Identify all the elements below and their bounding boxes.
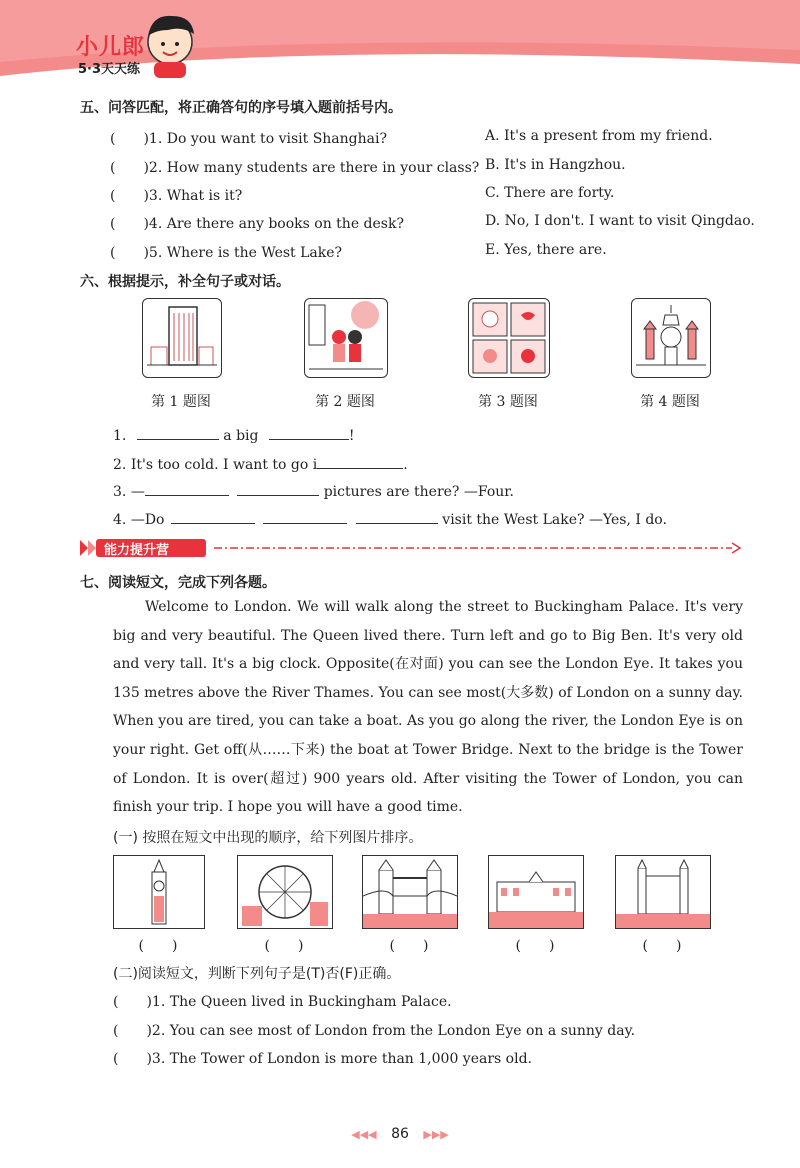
item-text: . — [403, 457, 408, 473]
page-footer — [0, 1126, 800, 1142]
reading-passage — [113, 593, 743, 822]
section6-title: 六、根据提示，补全句子或对话。 — [80, 274, 290, 290]
tf-item-3: ( )3. The Tower of London is more than 1,000 years old. — [113, 1051, 532, 1067]
fill-item-1 — [113, 425, 355, 444]
fill-item-4 — [113, 509, 667, 528]
passage-text: Welcome to London. We will walk along the street to Buckingham Palace. It's very big and very beautiful. The Queen lived there. Turn left and go to Big Ben. It's very old and very tall. It's a big clock. Opposite(在对面) you can see the London Eye. It takes you 135 metres above the River Thames. You can see most(大多数) of London on a sunny day. When you are tired, you can take a boat. As you go along the river, the London Eye is on your right. Get off(从……下来) the boat at Tower Bridge. Next to the bridge is the Tower of London. It is over(超过) 900 years old. After visiting the Tower of London, you can finish your trip. I hope you will have a good time. — [113, 599, 743, 816]
q5-4: ( )4. Are there any books on the desk? — [110, 216, 404, 232]
answer-blank[interactable] — [237, 481, 319, 496]
banner-label: 能力提升营 — [104, 543, 170, 558]
caption-4: 第 4 题图 — [640, 394, 700, 410]
section5-title: 五、问答匹配，将正确答句的序号填入题前括号内。 — [80, 100, 402, 116]
building-picture — [142, 298, 222, 378]
pictures-grid — [468, 298, 550, 378]
q5-3: ( )3. What is it? — [110, 188, 243, 204]
tf-item-2: ( )2. You can see most of London from the London Eye on a sunny day. — [113, 1023, 636, 1039]
tf-item-1: ( )1. The Queen lived in Buckingham Palace. — [113, 994, 452, 1010]
part2-title: (二)阅读短文，判断下列句子是(T)否(F)正确。 — [113, 966, 401, 982]
mascot-icon — [148, 16, 194, 78]
item-text: It's too cold. I want to go i — [130, 457, 318, 473]
tower-bridge-picture — [362, 855, 458, 929]
ability-banner — [78, 538, 208, 558]
big-ben-picture — [113, 855, 205, 929]
item-text: — — [130, 484, 145, 500]
caption-1: 第 1 题图 — [151, 394, 211, 410]
order-blank[interactable]: ( ) — [264, 938, 304, 954]
page-number: 86 — [391, 1126, 409, 1142]
item-text: pictures are there? —Four. — [323, 484, 514, 500]
order-blank[interactable]: ( ) — [515, 938, 555, 954]
item-number: 1. — [113, 428, 127, 444]
tower-of-london-picture — [615, 855, 711, 929]
item-number: 2. — [113, 457, 127, 473]
item-text: visit the West Lake? —Yes, I do. — [442, 512, 667, 528]
left-arrows-icon: ◀◀◀ — [351, 1128, 377, 1141]
q5-5: ( )5. Where is the West Lake? — [110, 245, 343, 261]
kids-playing-picture — [304, 298, 388, 378]
pagoda-picture — [631, 298, 711, 378]
item-number: 3. — [113, 484, 127, 500]
answer-blank[interactable] — [171, 509, 255, 524]
a5-E: E. Yes, there are. — [485, 242, 607, 258]
part1-title: (一) 按照在短文中出现的顺序，给下列图片排序。 — [113, 830, 423, 846]
answer-blank[interactable] — [137, 425, 219, 440]
a5-A: A. It's a present from my friend. — [485, 128, 713, 144]
caption-3: 第 3 题图 — [478, 394, 538, 410]
banner-divider — [214, 542, 744, 554]
item-text: a big — [223, 428, 259, 444]
answer-blank[interactable] — [317, 454, 403, 469]
answer-blank[interactable] — [145, 481, 229, 496]
q5-1: ( )1. Do you want to visit Shanghai? — [110, 131, 387, 147]
answer-blank[interactable] — [269, 425, 349, 440]
answer-blank[interactable] — [356, 509, 438, 524]
fill-item-2 — [113, 454, 408, 473]
order-blank[interactable]: ( ) — [138, 938, 178, 954]
item-number: 4. — [113, 512, 127, 528]
order-blank[interactable]: ( ) — [389, 938, 429, 954]
item-text: —Do — [130, 512, 165, 528]
brand-title: 小儿郎 — [76, 35, 146, 60]
section7-title: 七、阅读短文，完成下列各题。 — [80, 575, 276, 591]
a5-C: C. There are forty. — [485, 185, 615, 201]
order-blank[interactable]: ( ) — [642, 938, 682, 954]
a5-B: B. It's in Hangzhou. — [485, 157, 626, 173]
fill-item-3 — [113, 481, 514, 500]
item-text: ! — [348, 428, 355, 444]
a5-D: D. No, I don't. I want to visit Qingdao. — [485, 213, 755, 229]
brand-subtitle: 5·3天天练 — [78, 62, 141, 77]
london-eye-picture — [237, 855, 333, 929]
answer-blank[interactable] — [263, 509, 347, 524]
buckingham-palace-picture — [488, 855, 584, 929]
q5-2: ( )2. How many students are there in your class? — [110, 160, 480, 176]
caption-2: 第 2 题图 — [315, 394, 375, 410]
right-arrows-icon: ▶▶▶ — [423, 1128, 449, 1141]
